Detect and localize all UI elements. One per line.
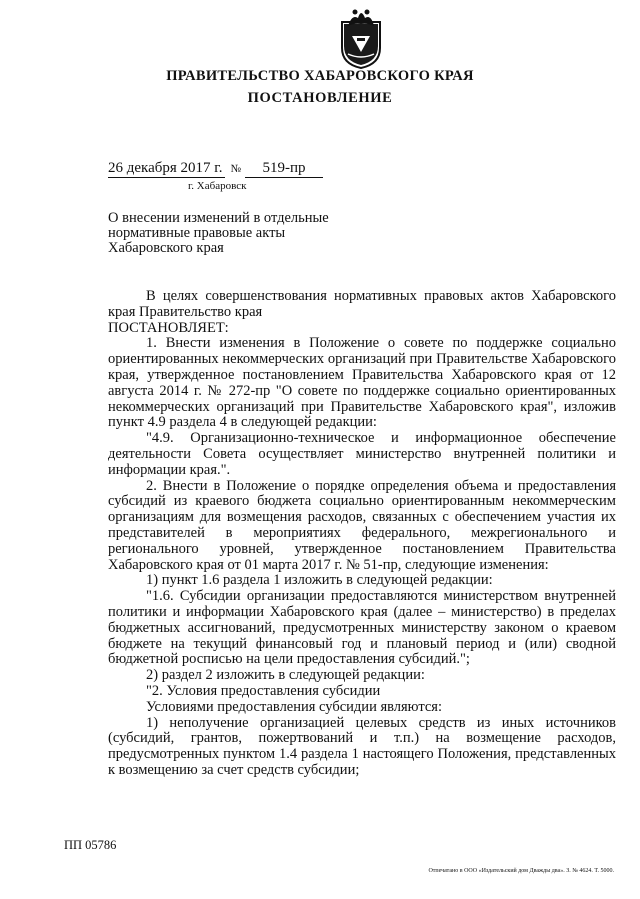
organization-name: ПРАВИТЕЛЬСТВО ХАБАРОВСКОГО КРАЯ [166,68,474,84]
preamble: В целях совершенствования нормативных правовых актов Хабаровского края Правительство края [108,288,616,320]
paragraph-1-quote: "4.9. Организационно-техническое и информационное обеспечение деятельности Совета осуществляет министерство внутренней политики и информации края.". [108,430,616,478]
document-code: ПП 05786 [64,838,117,852]
document-subject: О внесении изменений в отдельные нормативные правовые акты Хабаровского края [108,210,329,256]
document-number: 519-пр [245,160,323,178]
condition-1: 1) неполучение организацией целевых средств из иных источников (субсидий, грантов, пожертвований и т.п.) на возмещение расходов, предусмотренных пунктом 1.4 раздела 1 настоящего Положения, представленных к возмещению за счет средств субсидии; [108,714,616,778]
paragraph-2: 2. Внести в Положение о порядке определения объема и предоставления субсидий из краевого бюджета социально ориентированным некоммерческим организациям для возмещения расходов, связанных с обеспечением участия их представителей в мероприятиях федерального, межрегионального и регионального уровней, утвержденное постановлением Правительства Хабаровского края от 01 марта 2017 г. № 51-пр, следующие изменения: [108,477,616,573]
document-body [108,289,616,779]
section-2-heading: "2. Условия предоставления субсидии [146,682,381,699]
paragraph-1: 1. Внести изменения в Положение о совете по поддержке социально ориентированных некоммерческих организаций при Правительстве Хабаровского края, утвержденное постановлением Правительства Хабаровского края от 12 августа 2014 г. № 272-пр "О совете по поддержке социально ориентированных некоммерческих организаций при Правительстве Хабаровского края", изложив пункт 4.9 раздела 4 в следующей редакции: [108,335,616,431]
number-sign: № [230,163,241,175]
printer-imprint: Отпечатано в ООО «Издательский дом Дважды два». З. № 4624. Т. 5000. [428,868,614,874]
coat-of-arms-icon [338,6,384,70]
decree-word: ПОСТАНОВЛЯЕТ: [108,319,229,336]
date-number-line [108,160,338,178]
document-date: 26 декабря 2017 г. [108,160,223,176]
document-type: ПОСТАНОВЛЕНИЕ [247,90,393,106]
paragraph-2-item-2: 2) раздел 2 изложить в следующей редакции: [146,667,425,684]
document-city: г. Хабаровск [188,180,247,192]
conditions-intro: Условиями предоставления субсидии являются: [146,698,442,715]
paragraph-2-item-1-quote: "1.6. Субсидии организации предоставляются министерством внутренней политики и информации Хабаровского края (далее – министерство) в пределах бюджетных ассигнований, предусмотренных министерству законом о краевом бюджете на текущий финансовый год и плановый период и (или) сводной бюджетной росписью на цели предоставления субсидий."; [108,588,616,668]
paragraph-2-item-1: 1) пункт 1.6 раздела 1 изложить в следующей редакции: [146,572,493,589]
